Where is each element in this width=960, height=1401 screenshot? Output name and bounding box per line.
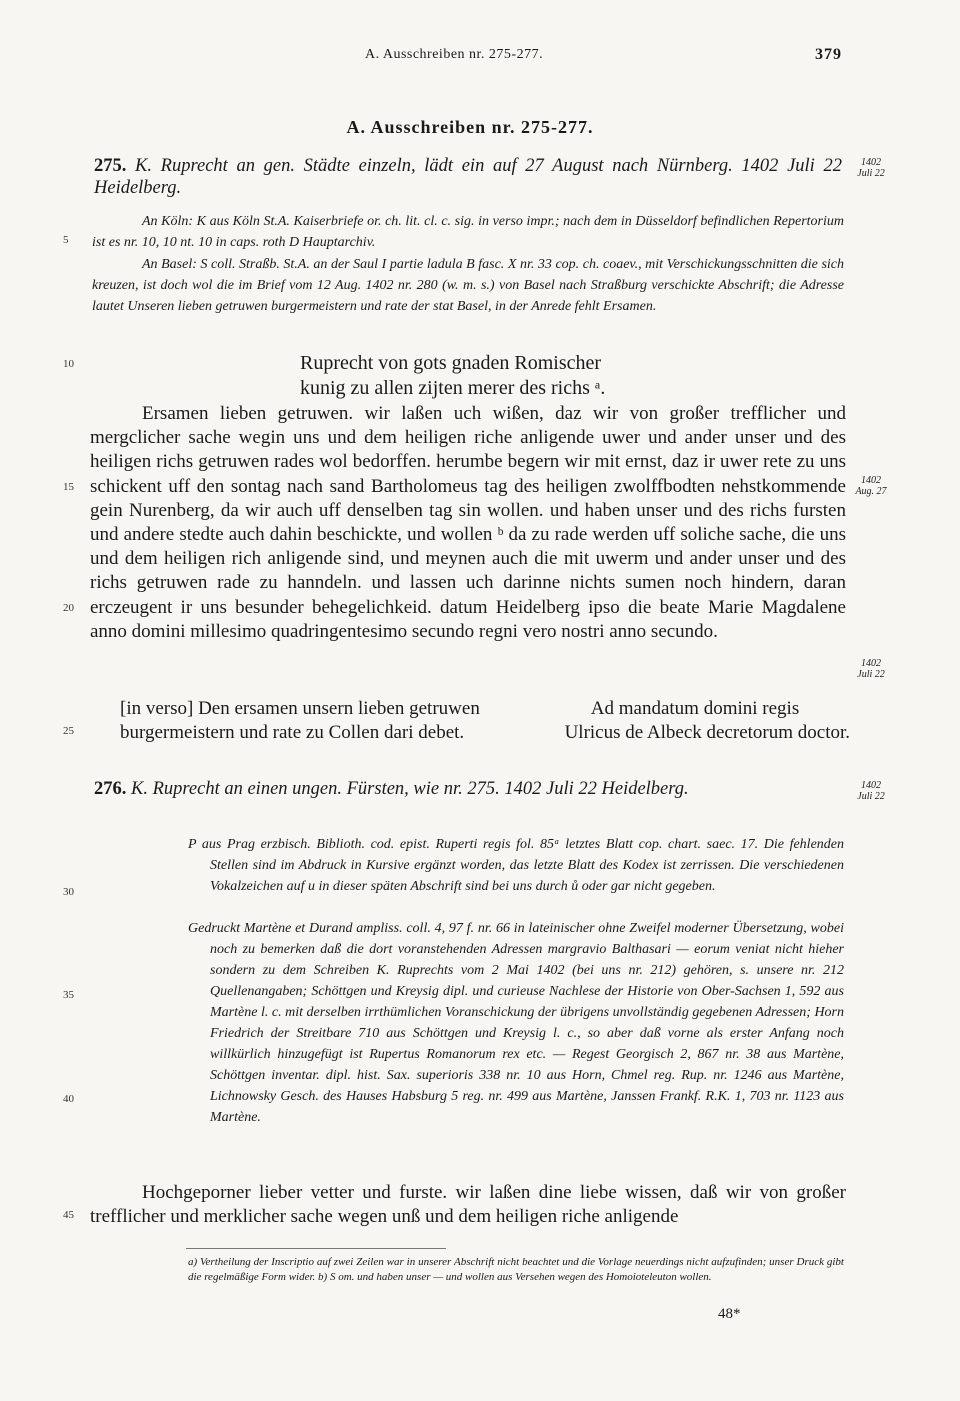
address-line-2: burgermeistern und rate zu Collen dari debet. [120,722,465,744]
line-number: 30 [63,886,74,898]
margin-day: Aug. 27 [855,486,887,497]
doc276-note-printed: Gedruckt Martène et Durand ampliss. coll. 4, 97 f. nr. 66 in lateinischer ohne Zweifel moderner Übersetzung, wobei noch zu bemerken daß die dort voranstehenden Adressen margravio Balthasari — eorum veniat nicht hieher sondern zu dem Schreiben K. Ruprechts vom 2 Mai 1402 (bei uns nr. 212) gehören, s. unsere nr. 212 Quellenangaben; Schöttgen und Kreysig dipl. und curieuse Nachlese der Historie von Ober-Sachsen 1, 592 aus Martène l. c. mit derselben irrthümlichen Voranschickung der übrigens unvollständig gegebenen Adressen; Horn Friedrich der Streitbare 710 aus Schöttgen und Kreysig l. c., so aber daß vorne als erster Anfang noch willkürlich hinzugefügt ist Rupertus Romanorum rex etc. — Regest Georgisch 2, 867 nr. 38 aus Martène, Schöttgen inventar. dipl. hist. Sax. superioris 338 nr. 10 aus Horn, Chmel reg. Rup. nr. 1246 aus Martène, Lichnowsky Gesch. des Hauses Habsburg 5 reg. nr. 499 aus Martène, Janssen Frankf. R.K. 1, 703 nr. 1123 aus Martène. [188,921,844,1125]
margin-day: Juli 22 [857,168,885,179]
doc275-margin-date [846,157,896,179]
footnote-rule [186,1248,446,1249]
margin-year: 1402 [861,157,881,168]
doc276-note-source: P aus Prag erzbisch. Biblioth. cod. epist. Ruperti regis fol. 85ᵃ letztes Blatt cop. chart. saec. 17. Die fehlenden Stellen sind im Abdruck in Kursive ergänzt worden, das letzte Blatt des Kodex ist zerrissen. Die verschiedenen Vokalzeichen auf u in dieser späten Abschrift sind bei uns durch ů oder gar nicht gegeben. [188,837,844,894]
doc275-subscription [540,697,850,745]
line-number: 20 [63,602,74,614]
intitulatio-line-2: kunig zu allen zijten merer des richs ᵃ. [300,377,606,399]
doc275-title [94,155,842,199]
running-title: A. Ausschreiben nr. 275-277. [365,47,544,62]
doc276-title [94,778,842,800]
doc276-margin-date [846,780,896,802]
margin-year: 1402 [861,658,881,669]
page-number: 379 [815,46,842,63]
signature-mark: 48* [718,1306,741,1322]
doc275-margin-date-juli [846,658,896,680]
line-number: 15 [63,481,74,493]
line-number: 10 [63,358,74,370]
margin-year: 1402 [861,780,881,791]
doc275-number: 275. [94,156,127,176]
doc275-title-text: K. Ruprecht an gen. Städte einzeln, lädt ein auf 27 August nach Nürnberg. 1402 Juli 22 Heidelberg. [94,156,842,198]
subscription-line-1: Ad mandatum domini regis [590,698,800,719]
doc275-note-basel: An Basel: S coll. Straßb. St.A. an der Saul I partie ladula B fasc. X nr. 33 cop. ch. coaev., mit Verschickungsschnitten die sich kreuzen, ist doch wol die im Brief vom 12 Aug. 1402 nr. 280 (w. m. s.) von Basel nach Straßburg verschickte Abschrift; die Adresse lautet Unseren lieben getruwen burgermeistern und rate der stat Basel, in der Anrede fehlt Ersamen. [92,257,844,314]
doc276-text: Hochgeporner lieber vetter und furste. wir laßen dine liebe wissen, daß wir von großer trefflicher und merklicher sache wegen unß und dem heiligen riche anligende [90,1182,846,1228]
intitulatio-line-1: Ruprecht von gots gnaden Romischer [300,352,602,374]
line-number: 40 [63,1093,74,1105]
margin-year: 1402 [861,475,881,486]
address-line-1: [in verso] Den ersamen unsern lieben getruwen [120,698,480,719]
doc275-address [120,697,550,745]
line-number: 45 [63,1209,74,1221]
line-number: 35 [63,989,74,1001]
doc276-title-text: K. Ruprecht an einen ungen. Fürsten, wie nr. 275. 1402 Juli 22 Heidelberg. [131,779,689,799]
doc276-number: 276. [94,779,127,799]
section-title: A. Ausschreiben nr. 275-277. [346,117,594,137]
footnotes: a) Vertheilung der Inscriptio auf zwei Zeilen war in unserer Abschrift nicht beachtet und die Vorlage neuerdings nicht aufzufinden; unser Druck gibt die regelmäßige Form wider. b) S om. und haben unser — und wollen aus Versehen wegen des Homoioteleuton wollen. [188,1256,844,1283]
doc275-text: Ersamen lieben getruwen. wir laßen uch wißen, daz wir von großer trefflicher und mergclicher sache wegin uns und dem heiligen riche anligende uwer und ander unser und des heiligen richs getruwen rades wol bedorffen. herumbe begern wir mit ernst, daz ir uwer rete zu uns schickent uff den sontag nach sand Bartholomeus tag des heiligen zwolffbodten nehstkommende gein Nurenberg, da wir auch uff denselben tag sin wollen. und haben unser und des richs fursten und andere stedte auch dahin beschickte, und wollen ᵇ da zu rade werden uff soliche sache, die uns und dem heiligen rich anligende sind, und meynen auch die mit uwerm und ander unser und des richs getruwen rade zu hanndeln. und lassen uch darinne nichts sumen noch hindern, daran erczeugent ir uns besunder behegelichkeid. datum Heidelberg ipso die beate Marie Magdalene anno domini millesimo quadringentesimo secundo regni vero nostri anno secundo. [90,403,846,642]
doc275-note-koeln: An Köln: K aus Köln St.A. Kaiserbriefe or. ch. lit. cl. c. sig. in verso impr.; nach dem in Düsseldorf befindlichen Repertorium ist es nr. 10, 10 nt. 10 in caps. roth D Hauptarchiv. [92,214,844,250]
line-number: 5 [63,234,69,246]
doc275-margin-date-aug [846,475,896,497]
subscription-line-2: Ulricus de Albeck decretorum doctor. [564,722,850,744]
doc275-intitulatio [300,351,720,401]
margin-day: Juli 22 [857,669,885,680]
line-number: 25 [63,725,74,737]
margin-day: Juli 22 [857,791,885,802]
